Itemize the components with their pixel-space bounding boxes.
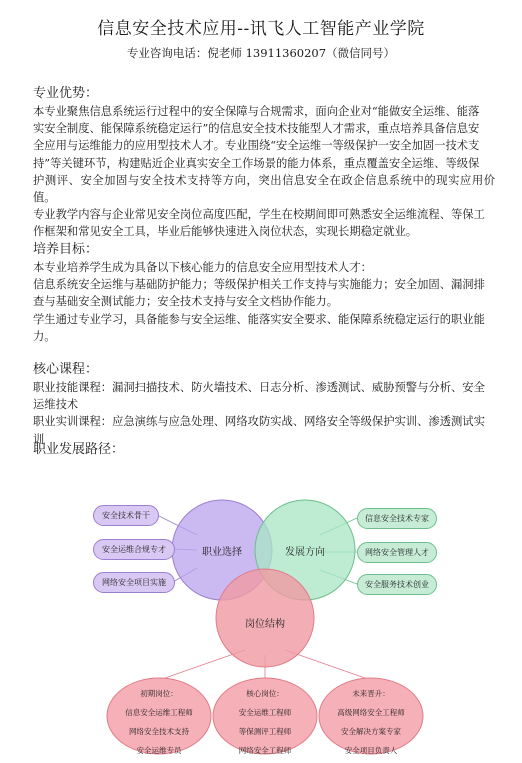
text-line: 持”等关键环节，构建贴近企业真实安全工作场景的能力体系，重点覆盖安全运维、等级保 <box>33 156 480 170</box>
text-line: 运维技术 <box>33 398 79 412</box>
stage-item: 安全运维专员 <box>136 746 182 755</box>
pill-left-2: 网络安全项目实施 <box>93 572 175 593</box>
section-goals <box>33 238 495 345</box>
stage-title: 核心岗位： <box>246 689 284 698</box>
stage-item: 安全解决方案专家 <box>341 727 401 736</box>
text-line: 查与基础安全测试能力；安全技术支持与安全文档协作能力。 <box>33 295 339 309</box>
career-diagram <box>85 490 440 758</box>
text-line: 信息系统安全运维与基础防护能力；等级保护相关工作支持与实施能力；安全加固、漏洞排 <box>33 278 485 292</box>
pill-right-1: 网络安全管理人才 <box>357 542 437 563</box>
pill-right-0: 信息安全技术专家 <box>357 508 437 529</box>
text-line: 本专业聚焦信息系统运行过程中的安全保障与合规需求，面向企业对“能做安全运维、能落 <box>33 105 480 118</box>
paragraph <box>33 259 495 345</box>
section-heading: 专业优势： <box>33 86 99 101</box>
text-line: 专业教学内容与企业常见安全岗位高度匹配，学生在校期间即可熟悉安全运维流程、等保工 <box>33 208 485 222</box>
section-heading: 培养目标： <box>33 242 99 257</box>
contact-line: 专业咨询电话：倪老师 13911360207（微信同号） <box>126 46 396 60</box>
stage-item: 安全运维工程师 <box>238 708 292 717</box>
text-line: 全应用与运维能力的应用型技术人才。专业围绕“安全运维一等级保护一安全加固一技术支 <box>33 139 480 153</box>
stage-core <box>213 684 317 760</box>
stage-title: 初期岗位： <box>140 689 178 698</box>
section-heading: 职业发展路径： <box>33 442 125 457</box>
circle-label-left: 职业选择 <box>202 547 242 558</box>
pill-left-1: 安全运维合规专才 <box>93 539 175 560</box>
text-line: 学生通过专业学习，具备能参与安全运维、能落实安全要求、能保障系统稳定运行的职业能 <box>33 312 485 326</box>
stage-item: 等保测评工程师 <box>238 727 292 736</box>
stage-item: 信息安全运维工程师 <box>125 708 193 717</box>
page-title: 信息安全技术应用--讯飞人工智能产业学院 <box>97 19 425 39</box>
pill-left-0: 安全技术骨干 <box>93 505 159 526</box>
section-heading: 核心课程： <box>33 362 99 377</box>
section-advantages <box>33 82 495 241</box>
circle-label-bottom: 岗位结构 <box>245 619 285 630</box>
text-line: 护测评、安全加固与安全技术支持等方向，突出信息安全在政企信息系统中的现实应用价值。 <box>33 173 495 205</box>
text-line: 训 <box>33 432 45 446</box>
pill-right-2: 安全服务技术创业 <box>357 574 437 595</box>
stage-item: 安全项目负责人 <box>344 746 398 755</box>
text-line: 实安全制度、能保障系统稳定运行”的信息安全技术技能型人才需求，重点培养具备信息安 <box>33 122 480 136</box>
stage-future <box>319 684 423 760</box>
stage-title: 未来晋升： <box>352 689 390 698</box>
stage-item: 网络安全工程师 <box>238 746 292 755</box>
text-line: 本专业培养学生成为具备以下核心能力的信息安全应用型技术人才： <box>33 261 372 274</box>
text-line: 作框架和常见安全工具，毕业后能够快速进入岗位状态，实现长期稳定就业。 <box>33 225 418 239</box>
circle-label-right: 发展方向 <box>285 547 325 558</box>
paragraph <box>33 103 495 241</box>
stage-item: 网络安全技术支持 <box>129 727 189 736</box>
section-career-path <box>33 438 495 459</box>
text-line: 力。 <box>33 329 56 343</box>
stage-item: 高级网络安全工程师 <box>337 708 405 717</box>
stage-early <box>107 684 211 760</box>
section-core-courses <box>33 358 495 448</box>
text-line: 职业实训课程：应急演练与应急处理、网络攻防实战、网络安全等级保护实训、渗透测试实 <box>33 415 485 429</box>
text-line: 职业技能课程：漏洞扫描技术、防火墙技术、日志分析、渗透测试、威胁预警与分析、安全 <box>33 381 485 394</box>
